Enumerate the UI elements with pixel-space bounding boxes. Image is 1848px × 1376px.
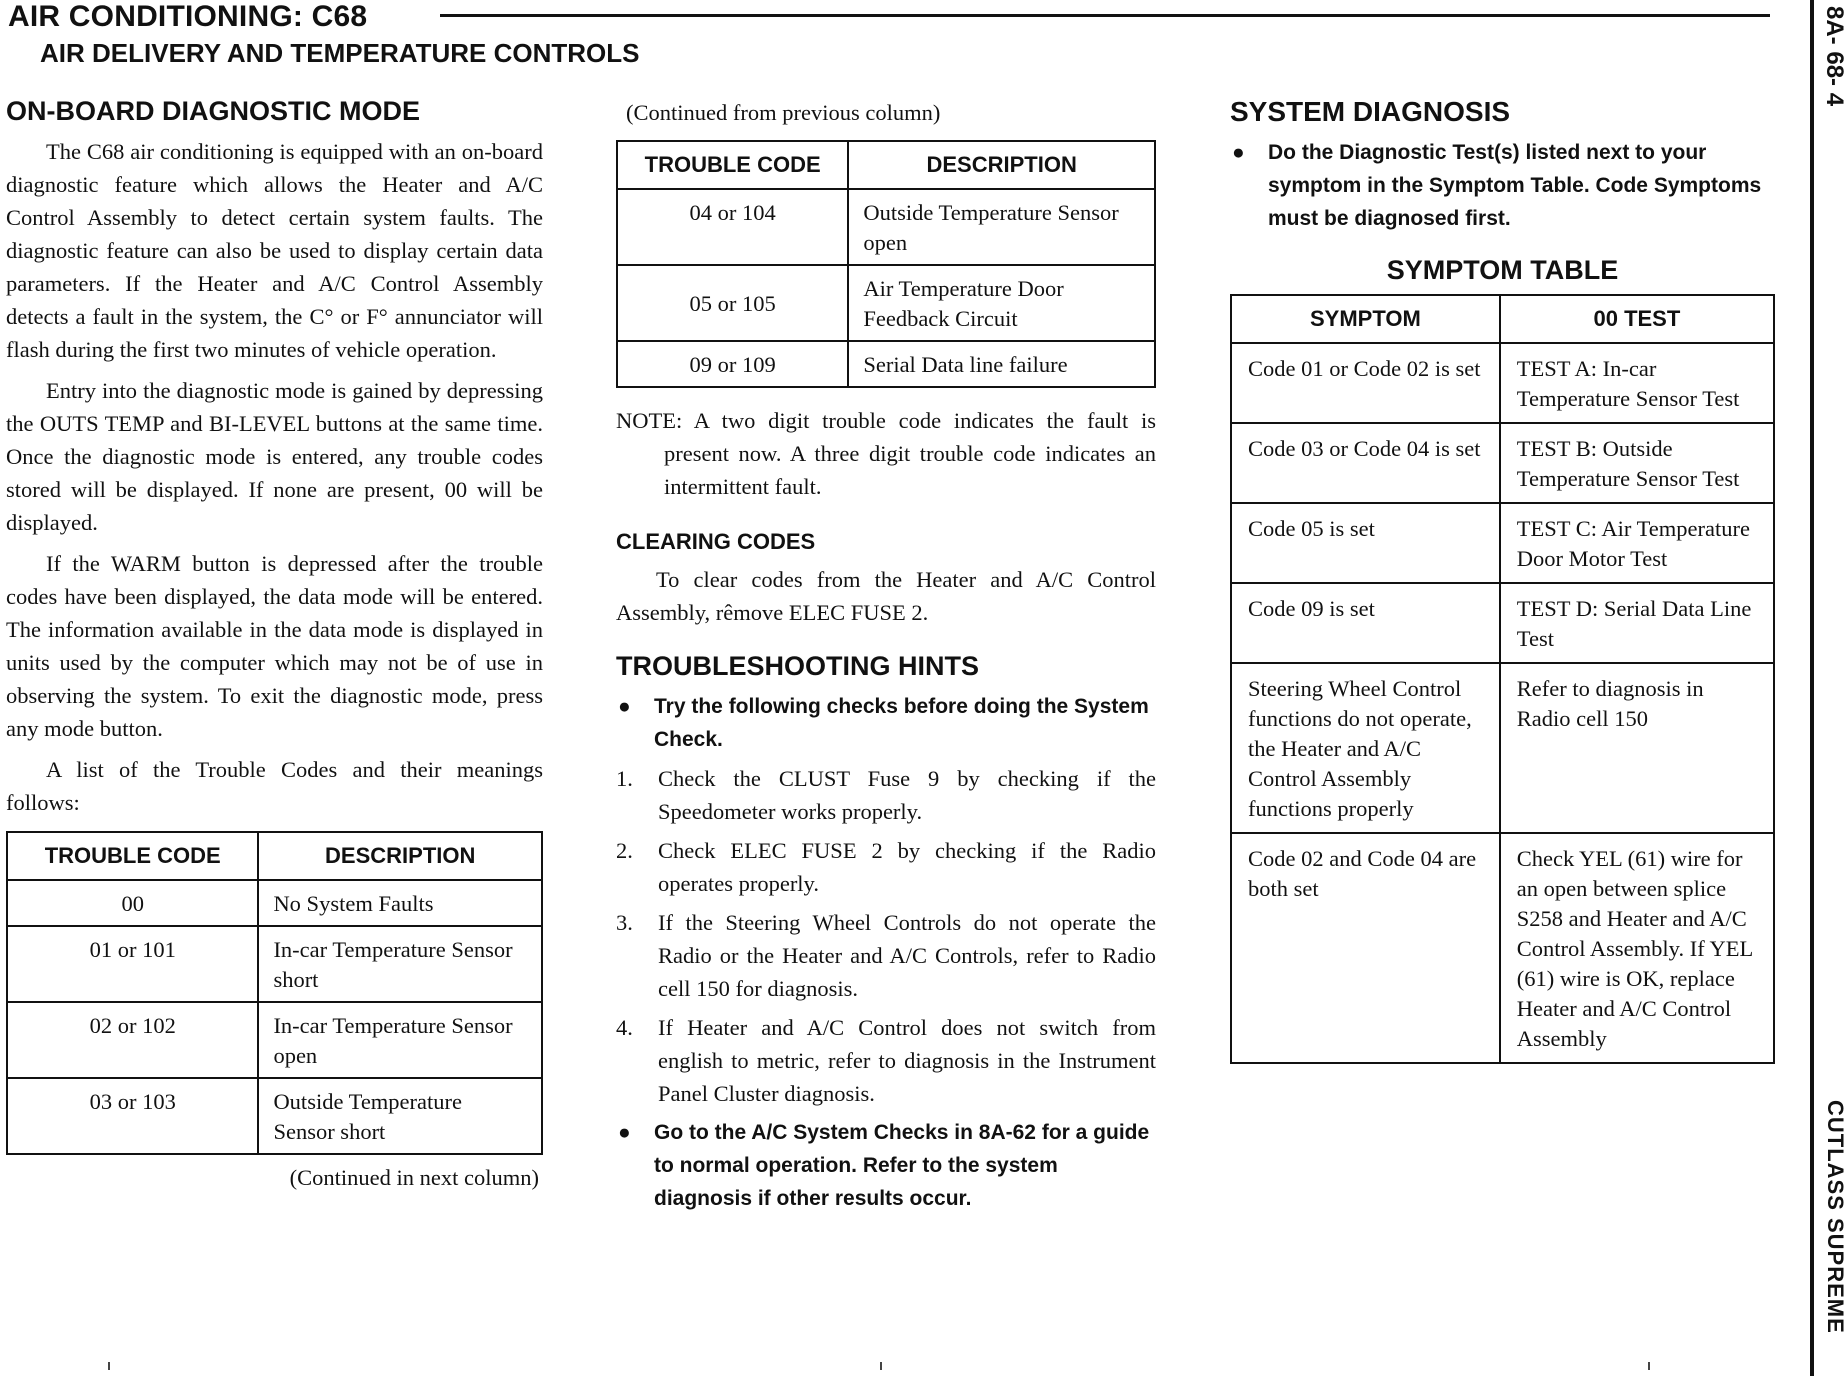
- table-row: [1231, 423, 1774, 503]
- page-number: 8A- 68- 4: [1821, 6, 1848, 107]
- table-row: [617, 189, 1155, 265]
- note-text: NOTE: A two digit trouble code indicates the fault is present now. A three digit trouble code indicates an intermittent fault.: [616, 408, 1156, 499]
- hints-bullets: [616, 1116, 1156, 1215]
- section-heading-clearing: CLEARING CODES: [616, 529, 816, 554]
- column-1: [6, 96, 543, 1199]
- table-cell-desc: Serial Data line failure: [848, 341, 1155, 387]
- table-cell-desc: Outside Temperature Sensor short: [258, 1078, 542, 1154]
- table-cell-symptom: Code 05 is set: [1231, 503, 1500, 583]
- table-cell-symptom: Code 03 or Code 04 is set: [1231, 423, 1500, 503]
- table-header: TROUBLE CODE: [617, 141, 848, 189]
- step-number: 1.: [616, 766, 633, 791]
- bullet-text: Go to the A/C System Checks in 8A-62 for a guide to normal operation. Refer to the system diagnosis if other results occur.: [654, 1121, 1150, 1210]
- list-item: [616, 762, 1156, 828]
- section-heading-onboard: ON-BOARD DIAGNOSTIC MODE: [6, 96, 420, 126]
- continued-note: (Continued in next column): [289, 1165, 539, 1190]
- table-cell-symptom: Code 02 and Code 04 are both set: [1231, 833, 1500, 1063]
- table-row: [1231, 583, 1774, 663]
- table-cell-desc: In-car Temperature Sensor short: [258, 926, 542, 1002]
- table-cell-code: 01 or 101: [7, 926, 258, 1002]
- table-cell-symptom: Code 01 or Code 02 is set: [1231, 343, 1500, 423]
- table-header: TROUBLE CODE: [7, 832, 258, 880]
- table-row: [1231, 343, 1774, 423]
- table-row: [617, 341, 1155, 387]
- list-item: [616, 834, 1156, 900]
- trouble-code-table-2: [616, 140, 1156, 388]
- column-3: [1230, 96, 1775, 1064]
- list-item: [616, 690, 1156, 756]
- table-cell-code: 03 or 103: [7, 1078, 258, 1154]
- paragraph: Entry into the diagnostic mode is gained by depressing the OUTS TEMP and BI-LEVEL buttons at the same time. Once the diagnostic mode is entered, any trouble codes stored will be displayed. If none are present, 00 will be displayed.: [6, 378, 543, 535]
- table-cell-code: 00: [7, 880, 258, 926]
- paragraph: To clear codes from the Heater and A/C Control Assembly, rêmove ELEC FUSE 2.: [616, 567, 1156, 625]
- table-cell-symptom: Steering Wheel Control functions do not operate, the Heater and A/C Control Assembly functions properly: [1231, 663, 1500, 833]
- table-cell-code: 02 or 102: [7, 1002, 258, 1078]
- table-row: [7, 880, 542, 926]
- list-item: [616, 1116, 1156, 1215]
- table-cell-code: 05 or 105: [617, 265, 848, 341]
- table-cell-test: TEST A: In-car Temperature Sensor Test: [1500, 343, 1774, 423]
- section-heading-hints: TROUBLESHOOTING HINTS: [616, 651, 979, 681]
- table-cell-test: TEST C: Air Temperature Door Motor Test: [1500, 503, 1774, 583]
- continued-from-note: (Continued from previous column): [626, 100, 941, 125]
- table-cell-desc: No System Faults: [258, 880, 542, 926]
- table-row: [1231, 503, 1774, 583]
- symptom-table-title: SYMPTOM TABLE: [1386, 255, 1619, 285]
- list-item: [1230, 136, 1775, 235]
- table-cell-desc: Air Temperature Door Feedback Circuit: [848, 265, 1155, 341]
- hints-steps: [616, 762, 1156, 1110]
- step-text: Check ELEC FUSE 2 by checking if the Radio operates properly.: [658, 838, 1156, 896]
- trouble-code-table-1: [6, 831, 543, 1155]
- page-subtitle: AIR DELIVERY AND TEMPERATURE CONTROLS: [40, 38, 640, 68]
- system-bullets: [1230, 136, 1775, 235]
- section-heading-system: SYSTEM DIAGNOSIS: [1230, 96, 1511, 127]
- table-cell-code: 09 or 109: [617, 341, 848, 387]
- step-text: If Heater and A/C Control does not switch from english to metric, refer to diagnosis in the Instrument Panel Cluster diagnosis.: [658, 1015, 1156, 1106]
- paragraph: The C68 air conditioning is equipped with an on-board diagnostic feature which allows the Heater and A/C Control Assembly to detect certain system faults. The diagnostic feature can also be used to display certain data parameters. If the Heater and A/C Control Assembly detects a fault in the system, the C° or F° annunciator will flash during the first two minutes of vehicle operation.: [6, 139, 543, 362]
- table-header: 00 TEST: [1500, 295, 1774, 343]
- table-cell-symptom: Code 09 is set: [1231, 583, 1500, 663]
- bullet-text: Do the Diagnostic Test(s) listed next to your symptom in the Symptom Table. Code Symptoms must be diagnosed first.: [1268, 141, 1762, 230]
- crop-mark: [1648, 1362, 1650, 1370]
- table-cell-desc: Outside Temperature Sensor open: [848, 189, 1155, 265]
- step-text: Check the CLUST Fuse 9 by checking if the Speedometer works properly.: [658, 766, 1156, 824]
- table-cell-test: Check YEL (61) wire for an open between splice S258 and Heater and A/C Control Assembly. If YEL (61) wire is OK, replace Heater and A/C Control Assembly: [1500, 833, 1774, 1063]
- table-row: [1231, 833, 1774, 1063]
- bullet-icon: ●: [618, 1121, 631, 1144]
- bullet-icon: ●: [618, 695, 631, 718]
- table-row: [7, 926, 542, 1002]
- hints-bullets: [616, 690, 1156, 756]
- step-text: If the Steering Wheel Controls do not operate the Radio or the Heater and A/C Controls, refer to Radio cell 150 for diagnosis.: [658, 910, 1156, 1001]
- page-title: AIR CONDITIONING: C68: [8, 0, 368, 33]
- side-rule: [1810, 0, 1814, 1376]
- table-cell-test: Refer to diagnosis in Radio cell 150: [1500, 663, 1774, 833]
- side-label: CUTLASS SUPREME: [1823, 1100, 1848, 1334]
- table-row: [7, 1002, 542, 1078]
- table-row: [7, 1078, 542, 1154]
- header-rule: [440, 14, 1770, 17]
- table-row: [617, 265, 1155, 341]
- symptom-table: [1230, 294, 1775, 1064]
- table-cell-desc: In-car Temperature Sensor open: [258, 1002, 542, 1078]
- list-item: [616, 906, 1156, 1005]
- table-cell-test: TEST D: Serial Data Line Test: [1500, 583, 1774, 663]
- table-header: SYMPTOM: [1231, 295, 1500, 343]
- paragraph: If the WARM button is depressed after the trouble codes have been displayed, the data mode will be entered. The information available in the data mode is displayed in units used by the computer which may not be of use in observing the system. To exit the diagnostic mode, press any mode button.: [6, 551, 543, 741]
- bullet-icon: ●: [1232, 141, 1245, 164]
- column-2: [616, 100, 1156, 1221]
- crop-mark: [108, 1362, 110, 1370]
- table-row: [1231, 663, 1774, 833]
- table-header: DESCRIPTION: [848, 141, 1155, 189]
- table-header: DESCRIPTION: [258, 832, 542, 880]
- table-cell-test: TEST B: Outside Temperature Sensor Test: [1500, 423, 1774, 503]
- paragraph: A list of the Trouble Codes and their meanings follows:: [6, 757, 543, 815]
- table-cell-code: 04 or 104: [617, 189, 848, 265]
- crop-mark: [880, 1362, 882, 1370]
- step-number: 4.: [616, 1015, 633, 1040]
- list-item: [616, 1011, 1156, 1110]
- step-number: 2.: [616, 838, 633, 863]
- step-number: 3.: [616, 910, 633, 935]
- bullet-text: Try the following checks before doing the System Check.: [654, 695, 1149, 751]
